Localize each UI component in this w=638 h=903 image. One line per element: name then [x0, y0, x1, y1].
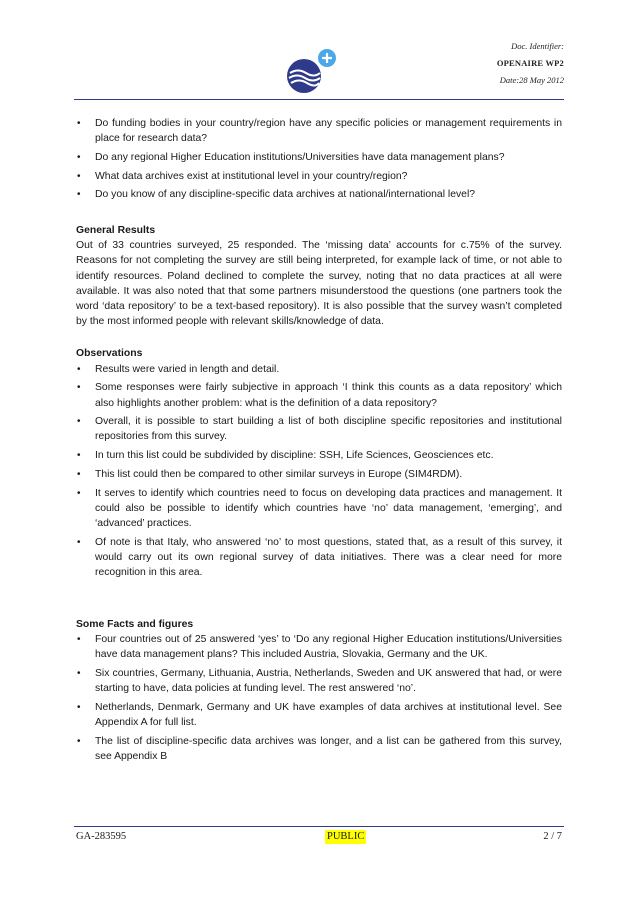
list-item: • Do any regional Higher Education institutions/Universities have data management plans?: [76, 150, 562, 165]
facts-list: [76, 632, 562, 764]
header-divider: [74, 99, 564, 100]
page-number: 2 / 7: [543, 831, 562, 842]
project-name: OPENAIRE WP2: [496, 58, 564, 68]
document-header-meta: [364, 38, 564, 89]
list-item: • Four countries out of 25 answered ‘yes’ to ‘Do any regional Higher Education institutions/Universities have data management plans? This included Austria, Slovakia, Germany and the UK.: [76, 632, 562, 662]
list-item: • Results were varied in length and detail.: [76, 362, 562, 377]
list-item: • The list of discipline-specific data archives was longer, and a list can be gathered from this survey, see Appendix B: [76, 734, 562, 764]
list-item: • Six countries, Germany, Lithuania, Austria, Netherlands, Sweden and UK answered that had, or were starting to have, data policies at funding level. The rest answered ‘no’.: [76, 666, 562, 696]
list-item: • Of note is that Italy, who answered ‘no’ to most questions, stated that, as a result of this survey, it would carry out its own regional survey of data initiatives. There was a clear need for more recognition in this area.: [76, 535, 562, 581]
observations-list: [76, 362, 562, 581]
list-item: • It serves to identify which countries need to focus on developing data practices and management. It could also be possible to identify which countries have ‘no’ data management, ‘emerging’, and ‘advanced’ practices.: [76, 486, 562, 532]
list-item: • Do funding bodies in your country/region have any specific policies or management requirements in place for research data?: [76, 116, 562, 146]
list-item: • This list could then be compared to other similar surveys in Europe (SIM4RDM).: [76, 467, 562, 482]
facts-heading: Some Facts and figures: [76, 618, 194, 630]
general-results-heading: General Results: [76, 225, 156, 237]
list-item: • What data archives exist at institutional level in your country/region?: [76, 169, 562, 184]
document-body: [76, 116, 562, 768]
document-footer: [76, 830, 562, 844]
document-date: Date:28 May 2012: [499, 75, 564, 85]
grant-number: GA-283595: [76, 831, 127, 842]
list-item: • Do you know of any discipline-specific data archives at national/international level?: [76, 187, 562, 202]
list-item: • In turn this list could be subdivided by discipline: SSH, Life Sciences, Geosciences etc.: [76, 448, 562, 463]
observations-heading: Observations: [76, 348, 143, 360]
classification-badge: PUBLIC: [327, 831, 365, 842]
intro-question-list: [76, 116, 562, 203]
footer-divider: [74, 826, 564, 827]
doc-identifier-label: Doc. Identifier:: [511, 41, 564, 51]
list-item: • Netherlands, Denmark, Germany and UK have examples of data archives at institutional level. See Appendix A for full list.: [76, 700, 562, 730]
openaire-logo: [284, 46, 340, 102]
general-results-paragraph: Out of 33 countries surveyed, 25 responded. The ‘missing data’ accounts for c.75% of the survey. Reasons for not completing the survey are still being interpreted, for example lack of time, or not able to identify resources. Poland declined to complete the survey, noting that no data practices at all were available. It was also noted that that some partners misunderstood the questions (one partners took the word ‘data repository’ to be a text-based repository). It is also possible that the survey wasn’t completed by the most informed people with relevant skills/knowledge of data.: [76, 240, 562, 328]
list-item: • Some responses were fairly subjective in approach ‘I think this counts as a data repository’ which also highlights another problem: what is the definition of a data repository?: [76, 380, 562, 410]
list-item: • Overall, it is possible to start building a list of both discipline specific repositories and institutional repositories from this survey.: [76, 414, 562, 444]
